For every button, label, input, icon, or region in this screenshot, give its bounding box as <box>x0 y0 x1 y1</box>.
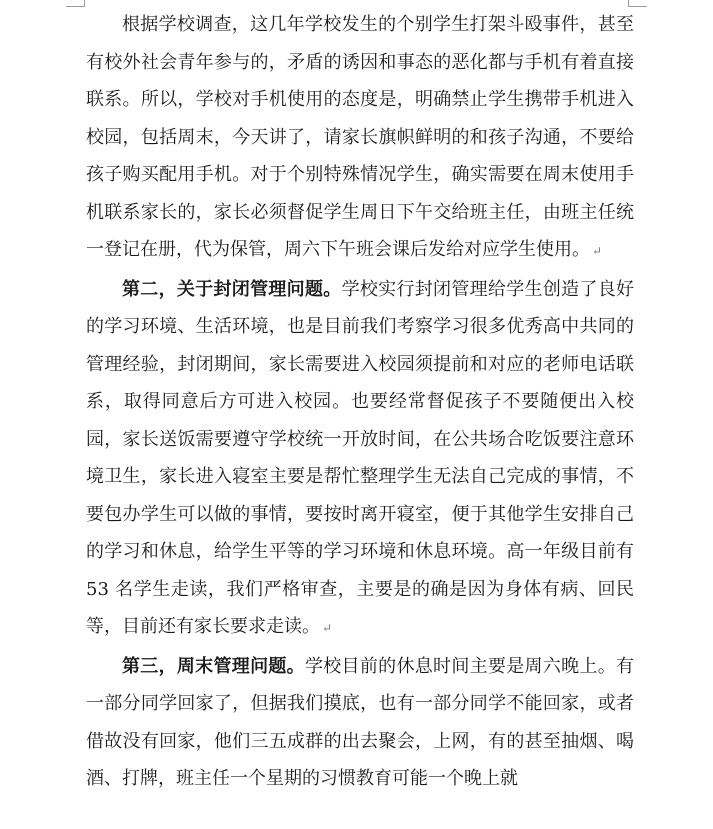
paragraph-weekend-management <box>86 648 634 800</box>
paragraph-mark-icon: ↵ <box>322 621 333 635</box>
paragraph-heading: 第二，关于封闭管理问题。 <box>122 278 342 300</box>
paragraph-closed-management <box>86 271 634 648</box>
paragraph-heading: 第三，周末管理问题。 <box>122 655 305 677</box>
paragraph-text: 根据学校调查，这几年学校发生的个别学生打架斗殴事件，甚至有校外社会青年参与的，矛盾的诱因和事态的恶化都与手机有着直接联系。所以，学校对手机使用的态度是，明确禁止学生携带手机进入校园，包括周末，今天讲了，请家长旗帜鲜明的和孩子沟通，不要给孩子购买配用手机。对于个别特殊情况学生，确实需要在周末使用手机联系家长的，家长必须督促学生周日下午交给班主任，由班主任统一登记在册，代为保管，周六下午班会课后发给对应学生使用。 <box>86 14 634 260</box>
document-body[interactable] <box>86 6 634 800</box>
paragraph-phone-policy <box>86 6 634 271</box>
paragraph-text: 学校目前的休息时间主要是周六晚上。有一部分同学回家了，但据我们摸底，也有一部分同学不能回家，或者借故没有回家，他们三五成群的出去聚会，上网，有的甚至抽烟、喝酒、打牌，班主任一个星期的习惯教育可能一个晚上就 <box>86 655 635 789</box>
paragraph-mark-icon: ↵ <box>592 244 603 258</box>
paragraph-text: 学校实行封闭管理给学生创造了良好的学习环境、生活环境，也是目前我们考察学习很多优秀高中共同的管理经验，封闭期间，家长需要进入校园须提前和对应的老师电话联系，取得同意后方可进入校园。也要经常督促孩子不要随便出入校园，家长送饭需要遵守学校统一开放时间，在公共场合吃饭要注意环境卫生，家长进入寝室主要是帮忙整理学生无法自己完成的事情，不要包办学生可以做的事情，要按时离开寝室，便于其他学生安排自己的学习和休息，给学生平等的学习环境和休息环境。高一年级目前有 53 名学生走读，我们严格审查，主要是的确是因为身体有病、回民等，目前还有家长要求走读。 <box>86 278 635 637</box>
page-corner-mark-left <box>66 0 85 7</box>
